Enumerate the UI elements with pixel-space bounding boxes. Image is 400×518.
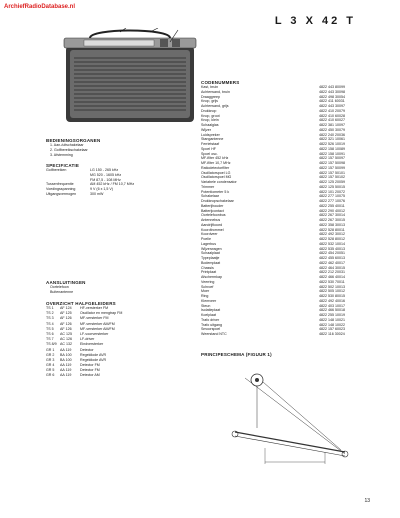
part-code: 4822 466 50018 [319,308,345,313]
part-code: 4822 492 40016 [319,298,345,303]
parts-list [201,80,357,337]
part-description: Trafo driver [201,317,220,322]
part-code: 4822 492 30012 [319,232,345,237]
semiconductor-row: GR 6 AA 119 Detector AM [46,373,100,378]
watermark: ArchiefRadioDatabase.nl [4,4,76,10]
part-code: 4822 450 30079 [319,127,345,132]
spec-row: Uitgangsvermogen 300 mW [46,191,104,196]
part-code: 4822 403 10017 [319,303,345,308]
semiconductor-row: TS 3 AF 126 MF-versterker FM [46,316,109,321]
part-code: 4822 530 80015 [319,294,345,298]
spec-row: MG 520 - 1605 kHz [90,172,122,177]
part-code: 4822 157 50099 [319,165,345,170]
part-code: 4822 125 20059 [319,180,345,184]
part-code: 4822 277 10075 [319,194,345,199]
semiconductor-row: GR 2 BA 100 Regeldiode AVR [46,352,107,357]
part-code: 4822 158 10091 [319,151,345,156]
part-description: Spoel osc. [201,151,218,156]
part-description: Klemveer [201,298,217,303]
part-description: Schroef [201,284,214,289]
part-code: 4822 157 50101 [319,170,345,175]
part-description: Batterijhouder [201,203,224,208]
part-description: Ferrietstaaf [201,142,220,146]
semiconductor-row: TS 7 AC 126 LF-driver [46,337,95,342]
part-code: 4822 116 30024 [319,332,345,336]
semiconductor-row: TS 6 AC 125 LF-voorversterker [46,331,109,336]
part-code: 4822 532 10014 [319,241,345,246]
part-description: Printplaat [201,270,217,275]
part-description: Typeplaatje [201,256,220,260]
part-description: Ring [201,294,209,298]
connector-item: Oortelefoon [50,285,69,289]
spec-row: Tussenfrequentie AM 452 kHz / FM 10,7 MHz [46,182,135,187]
part-code: 4822 255 40011 [319,203,345,208]
part-description: Oscillatorspoel LG [201,170,231,175]
part-description: Achterwand, bruin [201,89,230,94]
part-code: 4822 277 10076 [319,199,345,203]
part-description: Drukknopschakelaar [201,199,234,203]
dial-cord-diagram [205,368,355,468]
part-code: 4822 410 60027 [319,118,345,123]
part-code: 4822 290 40012 [319,208,345,213]
part-description: Potentiometer 5 k [201,189,230,194]
part-code: 4822 101 20072 [319,189,345,194]
part-description: Lagerbus [201,241,216,246]
semiconductor-row: GR 3 BA 100 Regeldiode AVR [46,357,107,362]
semiconductor-row: GR 5 AA 119 Detector FM [46,368,100,373]
part-code: 4822 526 10019 [319,142,345,146]
part-code: 4822 535 40013 [319,246,345,251]
part-description: Ratiodetectorfilter [201,165,230,170]
part-description: Luidspreker [201,132,220,137]
control-item: 2. Golfbereikschakelaar [50,147,88,152]
part-code: 4822 358 30013 [319,222,345,227]
control-item: 3. Afstemming [50,152,73,157]
part-code: 4822 267 30015 [319,218,345,222]
part-code: 4822 157 50097 [319,156,345,161]
part-description: Variabele condensator [201,180,237,184]
part-description: Kast, bruin [201,85,219,89]
semiconductor-row: TS 4 AF 126 MF-versterker AM/FM [46,321,115,326]
part-code: 4822 454 20051 [319,251,345,256]
part-code: 4822 381 10097 [319,123,345,127]
part-description: Weerstand NTC [201,332,227,336]
part-code: 4822 530 70011 [319,279,345,284]
part-code: 4822 505 10012 [319,289,345,294]
part-code: 4822 212 20031 [319,270,345,275]
semiconductor-row: TS 2 AF 125 Oscillator en mengtrap FM [46,311,123,316]
part-description: Poelie [201,237,211,241]
part-description: Draaggreep [201,94,220,99]
spec-row: Golfbereiken LG 150 - 265 kHz [46,168,119,172]
part-description: Wijzerwagen [201,246,222,251]
part-description: Knop, klein [201,118,219,123]
part-code: 4822 464 30015 [319,265,345,270]
part-code: 4822 528 80011 [319,227,345,232]
part-description: Batterijcontact [201,208,224,213]
part-description: Koelplaat [201,313,216,317]
part-description: Afschermkap [201,275,222,279]
part-code: 4822 157 50102 [319,175,345,180]
spec-row: Voedingsspanning 9 V (6 x 1,5 V) [46,187,113,192]
part-code: 4822 502 10013 [319,284,345,289]
part-description: Stangantenne [201,137,224,142]
part-code: 4822 158 10089 [319,146,345,151]
part-description: Spoel HF [201,146,216,151]
semiconductor-row: TS 8/9 AC 132 Eindversterker [46,342,104,347]
part-code: 4822 410 20079 [319,108,345,113]
part-code: 4822 443 30098 [319,89,345,94]
part-description: Bodemplaat [201,260,221,265]
part-description: MF-filter 452 kHz [201,156,229,161]
part-description: Drukknop [201,108,217,113]
part-code: 4822 411 60031 [319,99,345,104]
part-description: Knop, groot [201,113,220,118]
model-number: L 3 X 42 T [274,15,356,27]
part-description: Chassis [201,265,214,270]
part-description: MF-filter 10,7 MHz [201,161,231,165]
part-code: 4822 267 30014 [319,213,345,218]
semiconductor-row: GR 1 AA 119 Detector [46,347,94,352]
cord-diagram-title: PRINCIPESCHEMA (FIGUUR 1) [201,352,272,357]
spec-row: FM 87,5 - 108 MHz [90,177,121,182]
part-code: 4822 125 50015 [319,184,345,189]
part-code: 4822 528 80012 [319,237,345,241]
part-description: Oscillatorspoel MG [201,175,232,180]
part-row [201,332,357,337]
part-description: Knop, grijs [201,99,218,104]
part-description: Koordtrommel [201,227,224,232]
part-code: 4822 148 10021 [319,317,345,322]
part-code: 4822 410 60028 [319,113,345,118]
connectors-title: AANSLUITINGEN [46,280,86,285]
part-code: 4822 455 60013 [319,256,345,260]
semiconductor-row: TS 5 AF 126 MF-versterker AM/FM [46,326,115,331]
semiconductor-row: GR 4 AA 119 Detector FM [46,363,100,368]
part-description: Veerring [201,279,215,284]
spec-title: SPECIFICATIE [46,163,80,168]
part-code: 4822 443 30097 [319,104,345,108]
semiconductor-row: TS 1 AF 124 HF-versterker FM [46,306,109,310]
part-code: 4822 321 10061 [319,137,345,142]
part-description: Schaalglas [201,123,219,127]
part-description: Steun [201,303,211,308]
part-code: 4822 157 60023 [319,327,345,332]
radio-illustration [60,28,200,126]
part-description: Smoorspoel [201,327,221,332]
part-description: Aandrijfkoord [201,222,223,227]
semiconductors-title: OVERZICHT HALFGELEIDERS [46,301,116,306]
part-code: 4822 466 40014 [319,275,345,279]
part-description: Schaalplaat [201,251,220,256]
part-description: Oortelefoonbus [201,213,226,218]
part-code: 4822 148 10022 [319,322,345,327]
part-description: Schakelaar [201,194,219,199]
part-description: Achterwand, grijs [201,104,229,108]
part-description: Isolatieplaat [201,308,221,313]
controls-title: BEDIENINGSORGANEN [46,138,101,143]
part-description: Trimmer [201,184,215,189]
connector-item: Buitenantenne [50,289,74,294]
page-number: 13 [364,498,370,504]
part-description: Antennebus [201,218,221,222]
part-description: Koordveer [201,232,218,237]
part-code: 4822 443 80099 [319,85,345,89]
part-code: 4822 498 30054 [319,94,345,99]
control-item: 1. Aan-/uitschakelaar [50,143,84,147]
part-description: Moer [201,289,210,294]
part-code: 4822 240 20036 [319,132,345,137]
part-code: 4822 462 40017 [319,260,345,265]
part-code: 4822 157 50098 [319,161,345,165]
part-code: 4822 255 10019 [319,313,345,317]
parts-list-title: CODENUMMERS [201,80,240,85]
part-description: Trafo uitgang [201,322,223,327]
part-description: Wijzer [201,127,211,132]
